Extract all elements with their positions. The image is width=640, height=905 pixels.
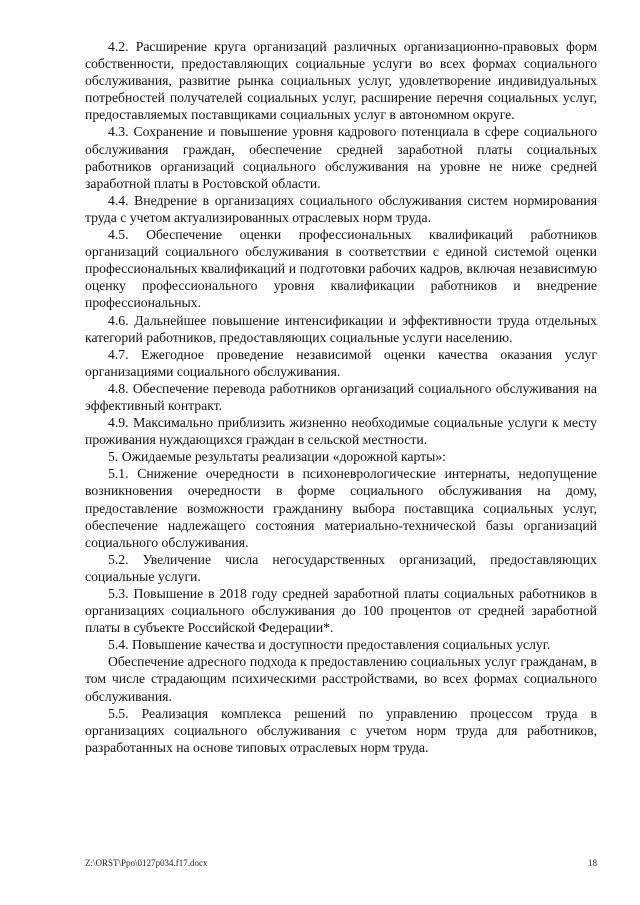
- paragraph-4-8: 4.8. Обеспечение перевода работников организаций социального обслуживания на эффективный контракт.: [85, 380, 597, 413]
- paragraph-5-4: 5.4. Повышение качества и доступности предоставления социальных услуг.: [108, 637, 551, 653]
- document-body: [85, 38, 597, 756]
- footer-page-number: 18: [588, 858, 597, 868]
- paragraph-4-4: 4.4. Внедрение в организациях социального обслуживания систем нормирования труда с учетом актуализированных отраслевых норм труда.: [85, 192, 597, 225]
- paragraph-4-5: 4.5. Обеспечение оценки профессиональных квалификаций работников организаций социального обслуживания в соответствии с единой системой оценки профессиональных квалификаций и подготовки рабочих кадров, включая независимую оценку профессионального уровня квалификации работников и внедрение профессиональных.: [85, 227, 597, 311]
- paragraph-5-1: 5.1. Снижение очередности в психоневрологические интернаты, недопущение возникновения очередности в форме социального обслуживания на дому, предоставление возможности гражданину выбора поставщика социальных услуг, обеспечение надлежащего состояния материально-технической базы организаций социального обслуживания.: [85, 466, 597, 550]
- paragraph-5-3: 5.3. Повышение в 2018 году средней заработной платы социальных работников в организациях социального обслуживания до 100 процентов от средней заработной платы в субъекте Российской Федерации*.: [85, 586, 597, 636]
- paragraph-4-3: 4.3. Сохранение и повышение уровня кадрового потенциала в сфере социального обслуживания граждан, обеспечение средней заработной платы социальных работников организаций социального обслуживания на уровне не ниже средней заработной платы в Ростовской области.: [85, 124, 597, 191]
- paragraph-4-7: 4.7. Ежегодное проведение независимой оценки качества оказания услуг организациями социального обслуживания.: [85, 346, 597, 379]
- paragraph-5-2: 5.2. Увеличение числа негосударственных организаций, предоставляющих социальные услуги.: [85, 551, 597, 584]
- paragraph-4-6: 4.6. Дальнейшее повышение интенсификации и эффективности труда отдельных категорий работников, предоставляющих социальные услуги населению.: [85, 312, 597, 345]
- footer-file-path: Z:\ORST\Ppo\0127p034.f17.docx: [85, 858, 208, 868]
- paragraph-5-5: 5.5. Реализация комплекса решений по управлению процессом труда в организациях социального обслуживания с учетом норм труда для работников, разработанных на основе типовых отраслевых норм труда.: [85, 705, 597, 755]
- paragraph-4-9: 4.9. Максимально приблизить жизненно необходимые социальные услуги к месту проживания нуждающихся граждан в сельской местности.: [85, 415, 597, 448]
- paragraph-5-4-continued: Обеспечение адресного подхода к предоставлению социальных услуг гражданам, в том числе страдающим психическими расстройствами, во всех формах социального обслуживания.: [85, 654, 597, 704]
- section-5-heading: 5. Ожидаемые результаты реализации «дорожной карты»:: [108, 449, 446, 465]
- paragraph-4-2: 4.2. Расширение круга организаций различных организационно-правовых форм собственности, предоставляющих социальные услуги во всех формах социального обслуживания, развитие рынка социальных услуг, удовлетворение индивидуальных потребностей получателей социальных услуг, расширение перечня социальных услуг, предоставляемых поставщиками социальных услуг в автономном округе.: [85, 39, 597, 123]
